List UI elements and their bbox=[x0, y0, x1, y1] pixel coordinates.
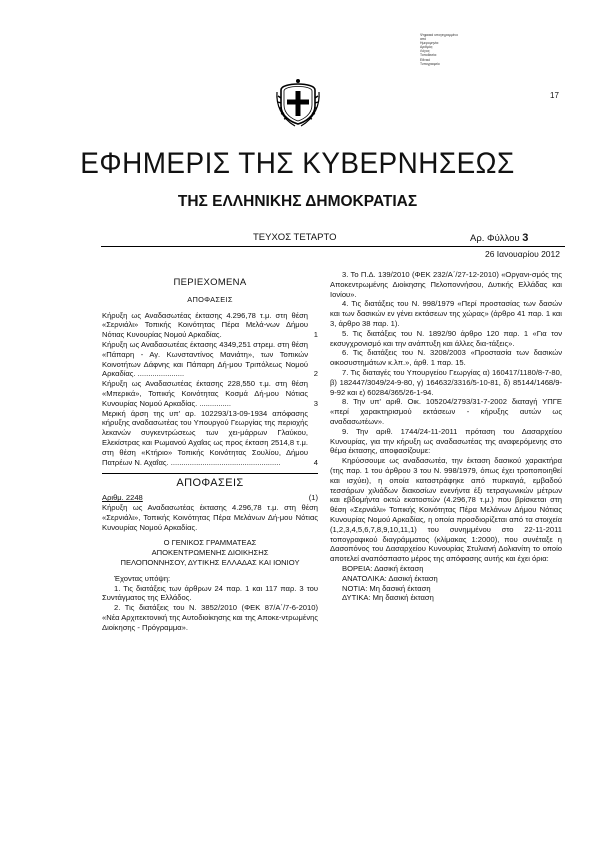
stamp-line: Ψηφιακά υπογεγραμμένο bbox=[420, 33, 459, 37]
sheet-label: Αρ. Φύλλου bbox=[470, 233, 520, 244]
toc-entry-text: Μερική άρση της υπ' αρ. 102293/13-09-1934 απόφασης κήρυξης αναδασωτέας του Υπουργού Γεωργίας της περιοχής λεκανών συγκεντρώσεως των χει-μάρρων Γλαύκου, Ελεκίστρας και Ρωμανού Αχαΐας ως προς έκταση 2514,8 τ.μ. στη θέση «Κτήριο» Τοπικής Κοινότητας Σουλίου, Δήμου Πατρέων Ν. Αχαΐας. .................................................... bbox=[102, 408, 308, 467]
toc-entry-page: 2 bbox=[313, 369, 318, 379]
authority-line: ΠΕΛΟΠΟΝΝΗΣΟΥ, ΔΥΤΙΚΗΣ ΕΛΛΑΔΑΣ ΚΑΙ ΙΟΝΙΟΥ bbox=[120, 557, 300, 567]
issue-type: ΤΕΥΧΟΣ ΤΕΤΑΡΤΟ bbox=[253, 232, 337, 243]
authority-line: Ο ΓΕΝΙΚΟΣ ΓΡΑΜΜΑΤΕΑΣ bbox=[163, 538, 257, 548]
legal-point: 3. Το Π.Δ. 139/2010 (ΦΕΚ 232/Α΄/27-12-2010) «Οργανι-σμός της Αποκεντρωμένης Διοίκησης Πελοποννήσου, Δυτικής Ελλάδας και Ιονίου». bbox=[330, 270, 562, 299]
toc-entry-text: Κήρυξη ως Αναδασωτέας έκτασης 4349,251 στρεμ. στη θέση «Πάπαρη - Αγ. Κωνσταντίνος Μανιάτη», των Τοπικών Κοινοτήτων Δάφνης και Πάπαρη Δή-μου Τριπόλεως Νομού Αρκαδίας. ...................... bbox=[102, 339, 308, 379]
legal-point: 7. Τις διαταγές του Υπουργείου Γεωργίας α) 160417/1180/8-7-80, β) 182447/3049/24-9-80, γ) 164632/3316/5-10-81, δ) 85144/1468/9-9-92 και ε) 60284/365/26-1-94. bbox=[330, 367, 562, 397]
left-column bbox=[102, 278, 318, 633]
legal-point: 9. Την αριθ. 1744/24-11-2011 πρόταση του Δασαρχείου Κυνουρίας, για την κήρυξη ως αναδασωτέας της αναφερόμενης στο θέμα έκτασης, αποφασίζουμε: bbox=[330, 426, 562, 456]
header-divider bbox=[101, 246, 565, 247]
stamp-line: Τοποθεσία: bbox=[420, 53, 437, 58]
toc-entry-page: 4 bbox=[313, 457, 318, 467]
legal-point: 1. Τις διατάξεις των άρθρων 24 παρ. 1 και 117 παρ. 3 του Συντάγματος της Ελλάδος. bbox=[102, 583, 318, 603]
stamp-line: Αριθμός: bbox=[420, 45, 434, 50]
toc-entry-text: Κήρυξη ως Αναδασωτέας έκτασης 4.296,78 τ.μ. στη θέση «Σερνιάλι» Τοπικής Κοινότητας Πέρα Μελά-νων Δήμου Νότιας Κυνουρίας Νομού Αρκαδίας. bbox=[102, 310, 308, 340]
stamp-line: Τυπογραφείο bbox=[420, 61, 440, 66]
toc-entry-page: 1 bbox=[313, 330, 318, 340]
sheet-number bbox=[470, 232, 528, 244]
legal-point: 5. Τις διατάξεις του Ν. 1892/90 άρθρο 120 παρ. 1 «Για τον εκσυγχρονισμό και την ανάπτυξη και άλλες δια-τάξεις». bbox=[330, 328, 562, 348]
coat-of-arms-emblem bbox=[275, 78, 321, 128]
stamp-line: Ημερομηνία: bbox=[420, 41, 439, 46]
digital-signature-stamp bbox=[420, 33, 482, 66]
toc-entry bbox=[102, 340, 318, 379]
toc-entry-page: 3 bbox=[313, 398, 318, 408]
boundary-item: ΑΝΑΤΟΛΙΚΑ: Δασική έκταση bbox=[342, 573, 438, 583]
decision-number-row bbox=[102, 493, 318, 503]
authority-line: ΑΠΟΚΕΝΤΡΩΜΕΝΗΣ ΔΙΟΙΚΗΣΗΣ bbox=[151, 548, 269, 558]
legal-point: 6. Τις διατάξεις του Ν. 3208/2003 «Προστασία των δασικών οικοσυστημάτων κ.λπ.», άρθ. 1 παρ. 15. bbox=[330, 348, 562, 368]
decision-ref: (1) bbox=[308, 493, 318, 503]
resolution-text: Κηρύσσουμε ως αναδασωτέα, την έκταση δασικού χαρακτήρα (της παρ. 1 του άρθρου 3 του Ν. 998/1979, όπως έχει τροποποιηθεί και ισχύει), η οποία καταστράφηκε από πυρκαγιά, εμβαδού τεσσάρων χιλιάδων διακοσίων ενενήντα έξι τετραγωνικών μέτρων και εβδομήντα οκτώ εκατοστών (4.296,78 τ.μ.) που βρίσκεται στη θέση «Σερνιάλι» Τοπικής Κοινότητας Πέρα Μελάνων Δήμου Νότιας Κυνουρίας Νομού Αρκαδίας, η οποία προσδιορίζεται από τα στοιχεία (1,2,3,4,5,6,7,8,9,10,11,1) του συνημμένου στο 22-11-2011 τοπογραφικού διαγράμματος (κλίμακας 1:2000), που συνέταξε η Δασοπόνος του Δασαρχείου Κυνουρίας Στυλιανή Δολιανίτη το οποίο αποτελεί αναπόσπαστο μέρος της απόφασης αυτής και έχει όρια: bbox=[330, 456, 562, 564]
gazette-title: ΕΦΗΜΕΡΙΣ ΤΗΣ ΚΥΒΕΡΝΗΣΕΩΣ bbox=[80, 147, 515, 180]
decisions-heading: ΑΠΟΦΑΣΕΙΣ bbox=[176, 477, 244, 490]
stamp-line: από bbox=[420, 37, 427, 42]
decision-title: Κήρυξη ως Αναδασωτέας έκτασης 4.296,78 τ.μ. στη θέση «Σερνιάλι», Τοπικής Κοινότητας Πέρα Μελάνων Δή-μου Νότιας Κυνουρίας Νομού Αρκαδίας. bbox=[102, 502, 318, 532]
legal-point: 2. Τις διατάξεις του Ν. 3852/2010 (ΦΕΚ 87/Α΄/7-6-2010) «Νέα Αρχιτεκτονική της Αυτοδιοίκησης και της Αποκε-ντρωμένης Διοίκησης - Πρόγραμμα». bbox=[102, 603, 318, 632]
issue-date: 26 Ιανουαρίου 2012 bbox=[484, 249, 560, 259]
legal-point: 8. Την υπ' αριθ. Οικ. 105204/2793/31-7-2002 διαταγή ΥΠΓΕ «περί χαρακτηρισμού εκτάσεων - κήρυξης αυτών ως αναδασωτέων». bbox=[330, 397, 562, 426]
toc-entry-text: Κήρυξη ως Αναδασωτέας έκτασης 228,550 τ.μ. στη θέση «Μπερικά», Τοπικής Κοινότητας Κοσμά Δή-μου Νότιας Κυνουρίας Νομού Αρκαδίας. ............... bbox=[102, 379, 308, 408]
contents-subheading: ΑΠΟΦΑΣΕΙΣ bbox=[187, 294, 233, 304]
section-divider bbox=[102, 473, 318, 474]
boundaries-list bbox=[330, 564, 562, 603]
toc-entry bbox=[102, 379, 318, 408]
stamp-line: Λόγος: bbox=[420, 49, 431, 54]
contents-heading: ΠΕΡΙΕΧΟΜΕΝΑ bbox=[173, 277, 247, 288]
right-column bbox=[330, 270, 562, 603]
boundary-item: ΔΥΤΙΚΑ: Μη δασική έκταση bbox=[342, 593, 434, 603]
boundary-item: ΒΟΡΕΙΑ: Δασική έκταση bbox=[342, 563, 424, 573]
gazette-subtitle: ΤΗΣ ΕΛΛΗΝΙΚΗΣ ΔΗΜΟΚΡΑΤΙΑΣ bbox=[177, 193, 418, 210]
sheet-value: 3 bbox=[522, 232, 529, 244]
page-number: 17 bbox=[550, 91, 559, 100]
stamp-line: Εθνικό bbox=[420, 57, 431, 62]
toc-entry bbox=[102, 311, 318, 340]
toc-entry bbox=[102, 409, 318, 468]
legal-point: 4. Τις διατάξεις του Ν. 998/1979 «Περί προστασίας των δασών και των δασικών εν γένει εκτάσεων της χώρας» (άρθρο 41 παρ. 1 και 3, άρθρο 38 παρ. 1). bbox=[330, 299, 562, 328]
issuing-authority bbox=[102, 538, 318, 567]
boundary-item: ΝΟΤΙΑ: Μη δασική έκταση bbox=[342, 583, 431, 593]
decision-number: Αριθμ. 2248 bbox=[102, 493, 143, 503]
considering-label: Έχοντας υπόψη: bbox=[114, 573, 171, 583]
